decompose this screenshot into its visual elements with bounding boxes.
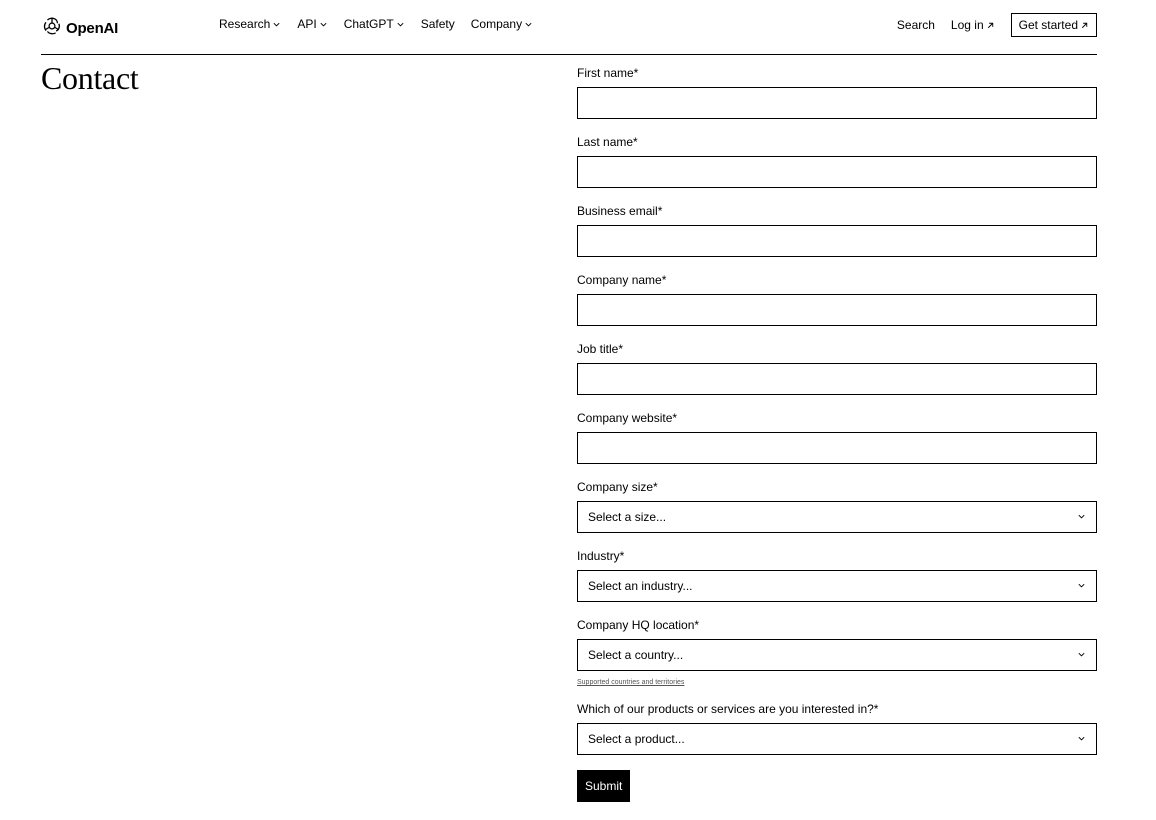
business-email-label: Business email* bbox=[577, 204, 663, 218]
login-label: Log in bbox=[950, 18, 984, 32]
first-name-label: First name* bbox=[577, 66, 639, 80]
industry-select[interactable] bbox=[577, 570, 1097, 602]
chevron-down-icon bbox=[1077, 648, 1086, 662]
product-label: Which of our products or services are you interested in?* bbox=[577, 702, 879, 716]
company-name-input[interactable] bbox=[577, 294, 1097, 326]
chevron-down-icon bbox=[1077, 510, 1086, 524]
business-email-input[interactable] bbox=[577, 225, 1097, 257]
login-link[interactable] bbox=[951, 18, 995, 32]
top-nav bbox=[41, 0, 1097, 55]
industry-value: Select an industry... bbox=[588, 579, 693, 593]
menu-api-label: API bbox=[297, 17, 317, 31]
logo[interactable] bbox=[41, 15, 118, 42]
menu-chatgpt[interactable] bbox=[344, 17, 405, 31]
industry-label: Industry* bbox=[577, 549, 625, 563]
product-select[interactable] bbox=[577, 723, 1097, 755]
get-started-button[interactable] bbox=[1011, 13, 1097, 37]
page-title: Contact bbox=[41, 60, 139, 96]
job-title-input[interactable] bbox=[577, 363, 1097, 395]
last-name-group bbox=[577, 135, 1097, 204]
hq-location-value: Select a country... bbox=[588, 648, 684, 662]
submit-button[interactable]: Submit bbox=[577, 770, 630, 802]
chevron-down-icon bbox=[319, 20, 328, 29]
contact-form bbox=[577, 66, 1097, 793]
product-group bbox=[577, 702, 1097, 771]
company-name-group bbox=[577, 273, 1097, 342]
last-name-input[interactable] bbox=[577, 156, 1097, 188]
hq-location-select[interactable] bbox=[577, 639, 1097, 671]
hq-location-label: Company HQ location* bbox=[577, 618, 700, 632]
last-name-label: Last name* bbox=[577, 135, 638, 149]
job-title-label: Job title* bbox=[577, 342, 624, 356]
menu-research[interactable] bbox=[219, 17, 281, 31]
company-size-select[interactable] bbox=[577, 501, 1097, 533]
first-name-group bbox=[577, 66, 1097, 135]
arrow-up-right-icon bbox=[986, 21, 995, 30]
first-name-input[interactable] bbox=[577, 87, 1097, 119]
hq-location-group bbox=[577, 618, 1097, 702]
arrow-up-right-icon bbox=[1080, 21, 1089, 30]
nav-actions bbox=[897, 13, 1097, 37]
logo-text: OpenAI bbox=[66, 20, 119, 37]
openai-logo-icon bbox=[41, 15, 63, 42]
supported-countries-link[interactable]: Supported countries and territories bbox=[577, 679, 685, 686]
chevron-down-icon bbox=[396, 20, 405, 29]
company-size-group bbox=[577, 480, 1097, 549]
chevron-down-icon bbox=[1077, 732, 1086, 746]
company-website-group bbox=[577, 411, 1097, 480]
menu-safety[interactable] bbox=[421, 17, 455, 31]
search-link[interactable]: Search bbox=[896, 18, 935, 32]
main-menu bbox=[219, 17, 533, 31]
menu-research-label: Research bbox=[219, 17, 271, 31]
chevron-down-icon bbox=[1077, 579, 1086, 593]
menu-company[interactable] bbox=[471, 17, 533, 31]
business-email-group bbox=[577, 204, 1097, 273]
menu-safety-label: Safety bbox=[420, 17, 455, 31]
company-website-label: Company website* bbox=[577, 411, 678, 425]
product-value: Select a product... bbox=[588, 732, 685, 746]
industry-group bbox=[577, 549, 1097, 618]
chevron-down-icon bbox=[272, 20, 281, 29]
chevron-down-icon bbox=[524, 20, 533, 29]
company-size-label: Company size* bbox=[577, 480, 658, 494]
company-website-input[interactable] bbox=[577, 432, 1097, 464]
job-title-group bbox=[577, 342, 1097, 411]
get-started-label: Get started bbox=[1018, 18, 1078, 32]
menu-company-label: Company bbox=[470, 17, 523, 31]
company-size-value: Select a size... bbox=[588, 510, 667, 524]
menu-api[interactable] bbox=[297, 17, 327, 31]
menu-chatgpt-label: ChatGPT bbox=[343, 17, 394, 31]
company-name-label: Company name* bbox=[577, 273, 667, 287]
